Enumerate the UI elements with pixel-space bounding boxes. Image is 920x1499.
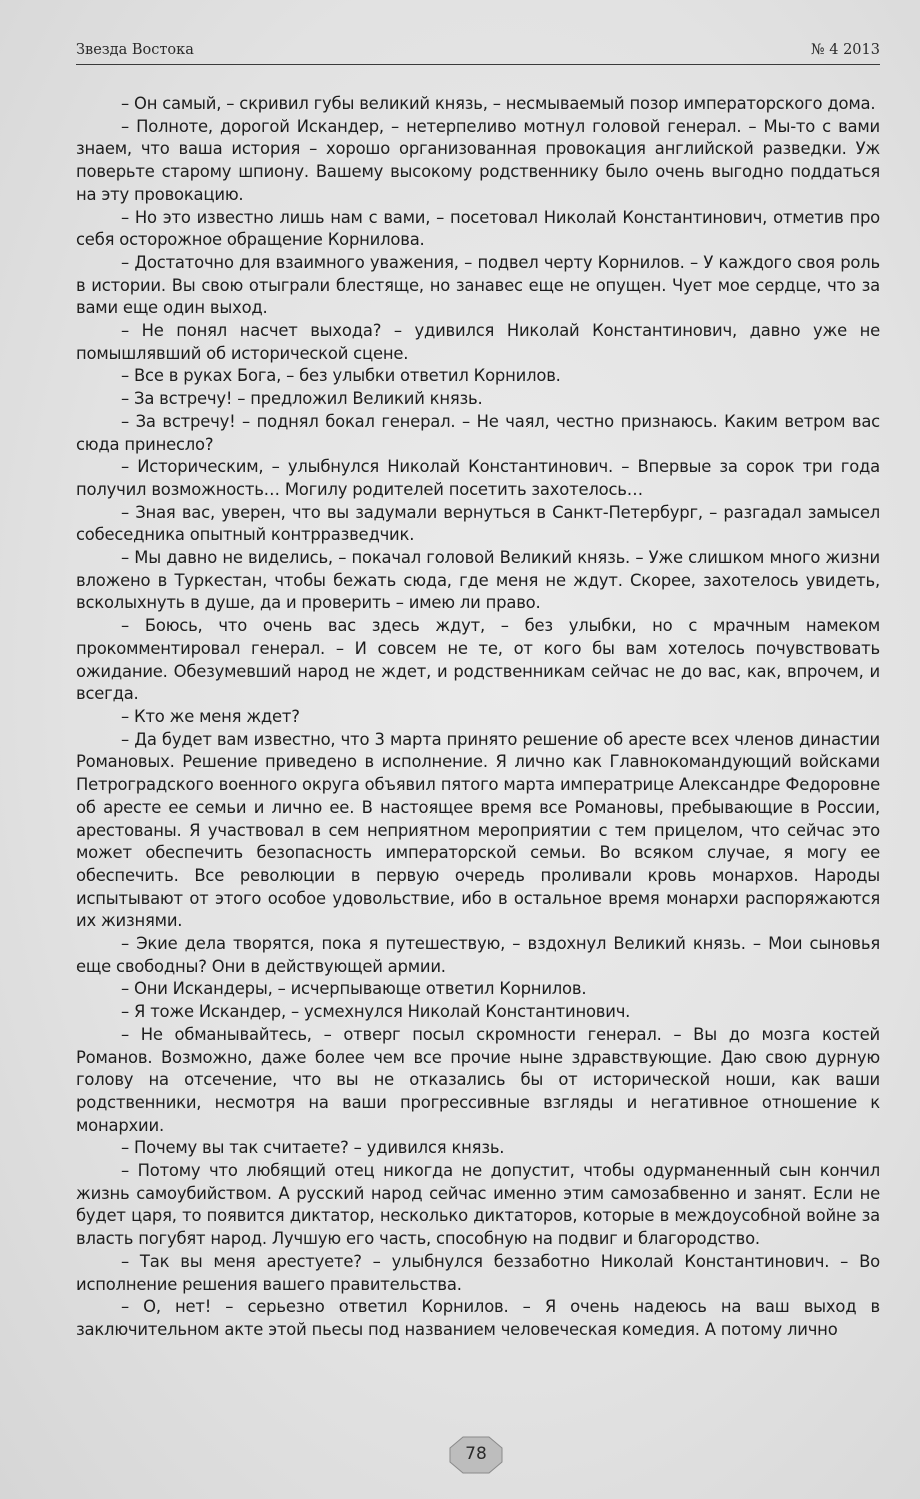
paragraph: – Историческим, – улыбнулся Николай Константинович. – Впервые за сорок три года получил возможность… Могилу родителей посетить захотелось… [76,457,880,499]
body-text [76,93,880,1342]
page-number-badge [449,1436,503,1474]
paragraph: – Но это известно лишь нам с вами, – посетовал Николай Константинович, отметив про себя осторожное обращение Корнилова. [76,207,880,250]
paragraph: – Не понял насчет выхода? – удивился Николай Константинович, давно уже не помышлявший об исторической сцене. [76,321,880,363]
paragraph: – За встречу! – предложил Великий князь. [121,389,483,409]
page-number: 78 [465,1444,487,1464]
paragraph: – Не обманывайтесь, – отверг посыл скромности генерал. – Вы до мозга костей Романов. Возможно, даже более чем все прочие ныне здравствующие. Даю свою дурную голову на отсечение, что вы не отказались бы от исторической ноши, как ваши родственники, несмотря на ваши прогрессивные взгляды и негативное отношение к монархии. [76,1024,880,1135]
running-header [76,40,880,65]
paragraph: – Они Искандеры, – исчерпывающе ответил Корнилов. [121,979,587,999]
paragraph: – Все в руках Бога, – без улыбки ответил Корнилов. [121,366,561,386]
paragraph: – Кто же меня ждет? [121,706,300,726]
paragraph: – Я тоже Искандер, – усмехнулся Николай Константинович. [121,1002,631,1022]
issue-number: № 4 2013 [810,42,880,58]
paragraph: – Почему вы так считаете? – удивился князь. [121,1138,505,1158]
paragraph: – Достаточно для взаимного уважения, – подвел черту Корнилов. – У каждого своя роль в истории. Вы свою отыграли блестяще, но занавес еще не опущен. Чует мое сердце, что за вами еще один выход. [76,252,880,318]
paragraph: – Мы давно не виделись, – покачал головой Великий князь. – Уже слишком много жизни вложено в Туркестан, чтобы бежать сюда, где меня не ждут. Скорее, захотелось увидеть, всколыхнуть в душе, да и проверить – имею ли право. [76,548,880,613]
paragraph: – Он самый, – скривил губы великий князь, – несмываемый позор императорского дома. [121,94,876,113]
paragraph: – О, нет! – серьезно ответил Корнилов. – Я очень надеюсь на ваш выход в заключительном акте этой пьесы под названием человеческая комедия. А потому лично [76,1297,880,1339]
paragraph: – За встречу! – поднял бокал генерал. – Не чаял, честно признаюсь. Каким ветром вас сюда принесло? [76,411,880,454]
paragraph: – Так вы меня арестуете? – улыбнулся беззаботно Николай Константинович. – Во исполнение решения вашего правительства. [76,1251,880,1294]
paragraph: – Потому что любящий отец никогда не допустит, чтобы одурманенный сын кончил жизнь самоубийством. А русский народ сейчас именно этим самозабвенно и занят. Если не будет царя, то появится диктатор, несколько диктаторов, которые в междоусобной войне за власть погубят народ. Лучшую его часть, способную на подвиг и благородство. [76,1161,880,1249]
paragraph: – Зная вас, уверен, что вы задумали вернуться в Санкт-Петербург, – разгадал замысел собеседника опытный контрразведчик. [76,502,880,545]
journal-title: Звезда Востока [76,42,194,58]
paragraph: – Да будет вам известно, что 3 марта принято решение об аресте всех членов династии Романовых. Решение приведено в исполнение. Я лично как Главнокомандующий войсками Петроградского военного округа объявил пятого марта императрице Александре Федоровне об аресте ее семьи и лично ее. В настоящее время все Романовы, пребывающие в России, арестованы. Я участвовал в сем неприятном мероприятии с тем прицелом, что сейчас это может обеспечить безопасность императорской семьи. Во всяком случае, я могу ее обеспечить. Все революции в первую очередь проливали кровь монархов. Народы испытывают от этого особое удовольствие, ибо в остальное время монархи распоряжаются их жизнями. [76,729,880,931]
paragraph: – Боюсь, что очень вас здесь ждут, – без улыбки, но с мрачным намеком прокомментировал генерал. – И совсем не те, от кого бы вам хотелось почувствовать ожидание. Обезумевший народ не ждет, и родственникам сейчас не до вас, как, впрочем, и всегда. [76,616,880,704]
paragraph: – Полноте, дорогой Искандер, – нетерпеливо мотнул головой генерал. – Мы-то с вами знаем, что ваша история – хорошо организованная провокация английской разведки. Уж поверьте старому шпиону. Вашему высокому родственнику было очень выгодно поддаться на эту провокацию. [76,116,880,204]
paragraph: – Экие дела творятся, пока я путешествую, – вздохнул Великий князь. – Мои сыновья еще свободны? Они в действующей армии. [76,934,880,976]
